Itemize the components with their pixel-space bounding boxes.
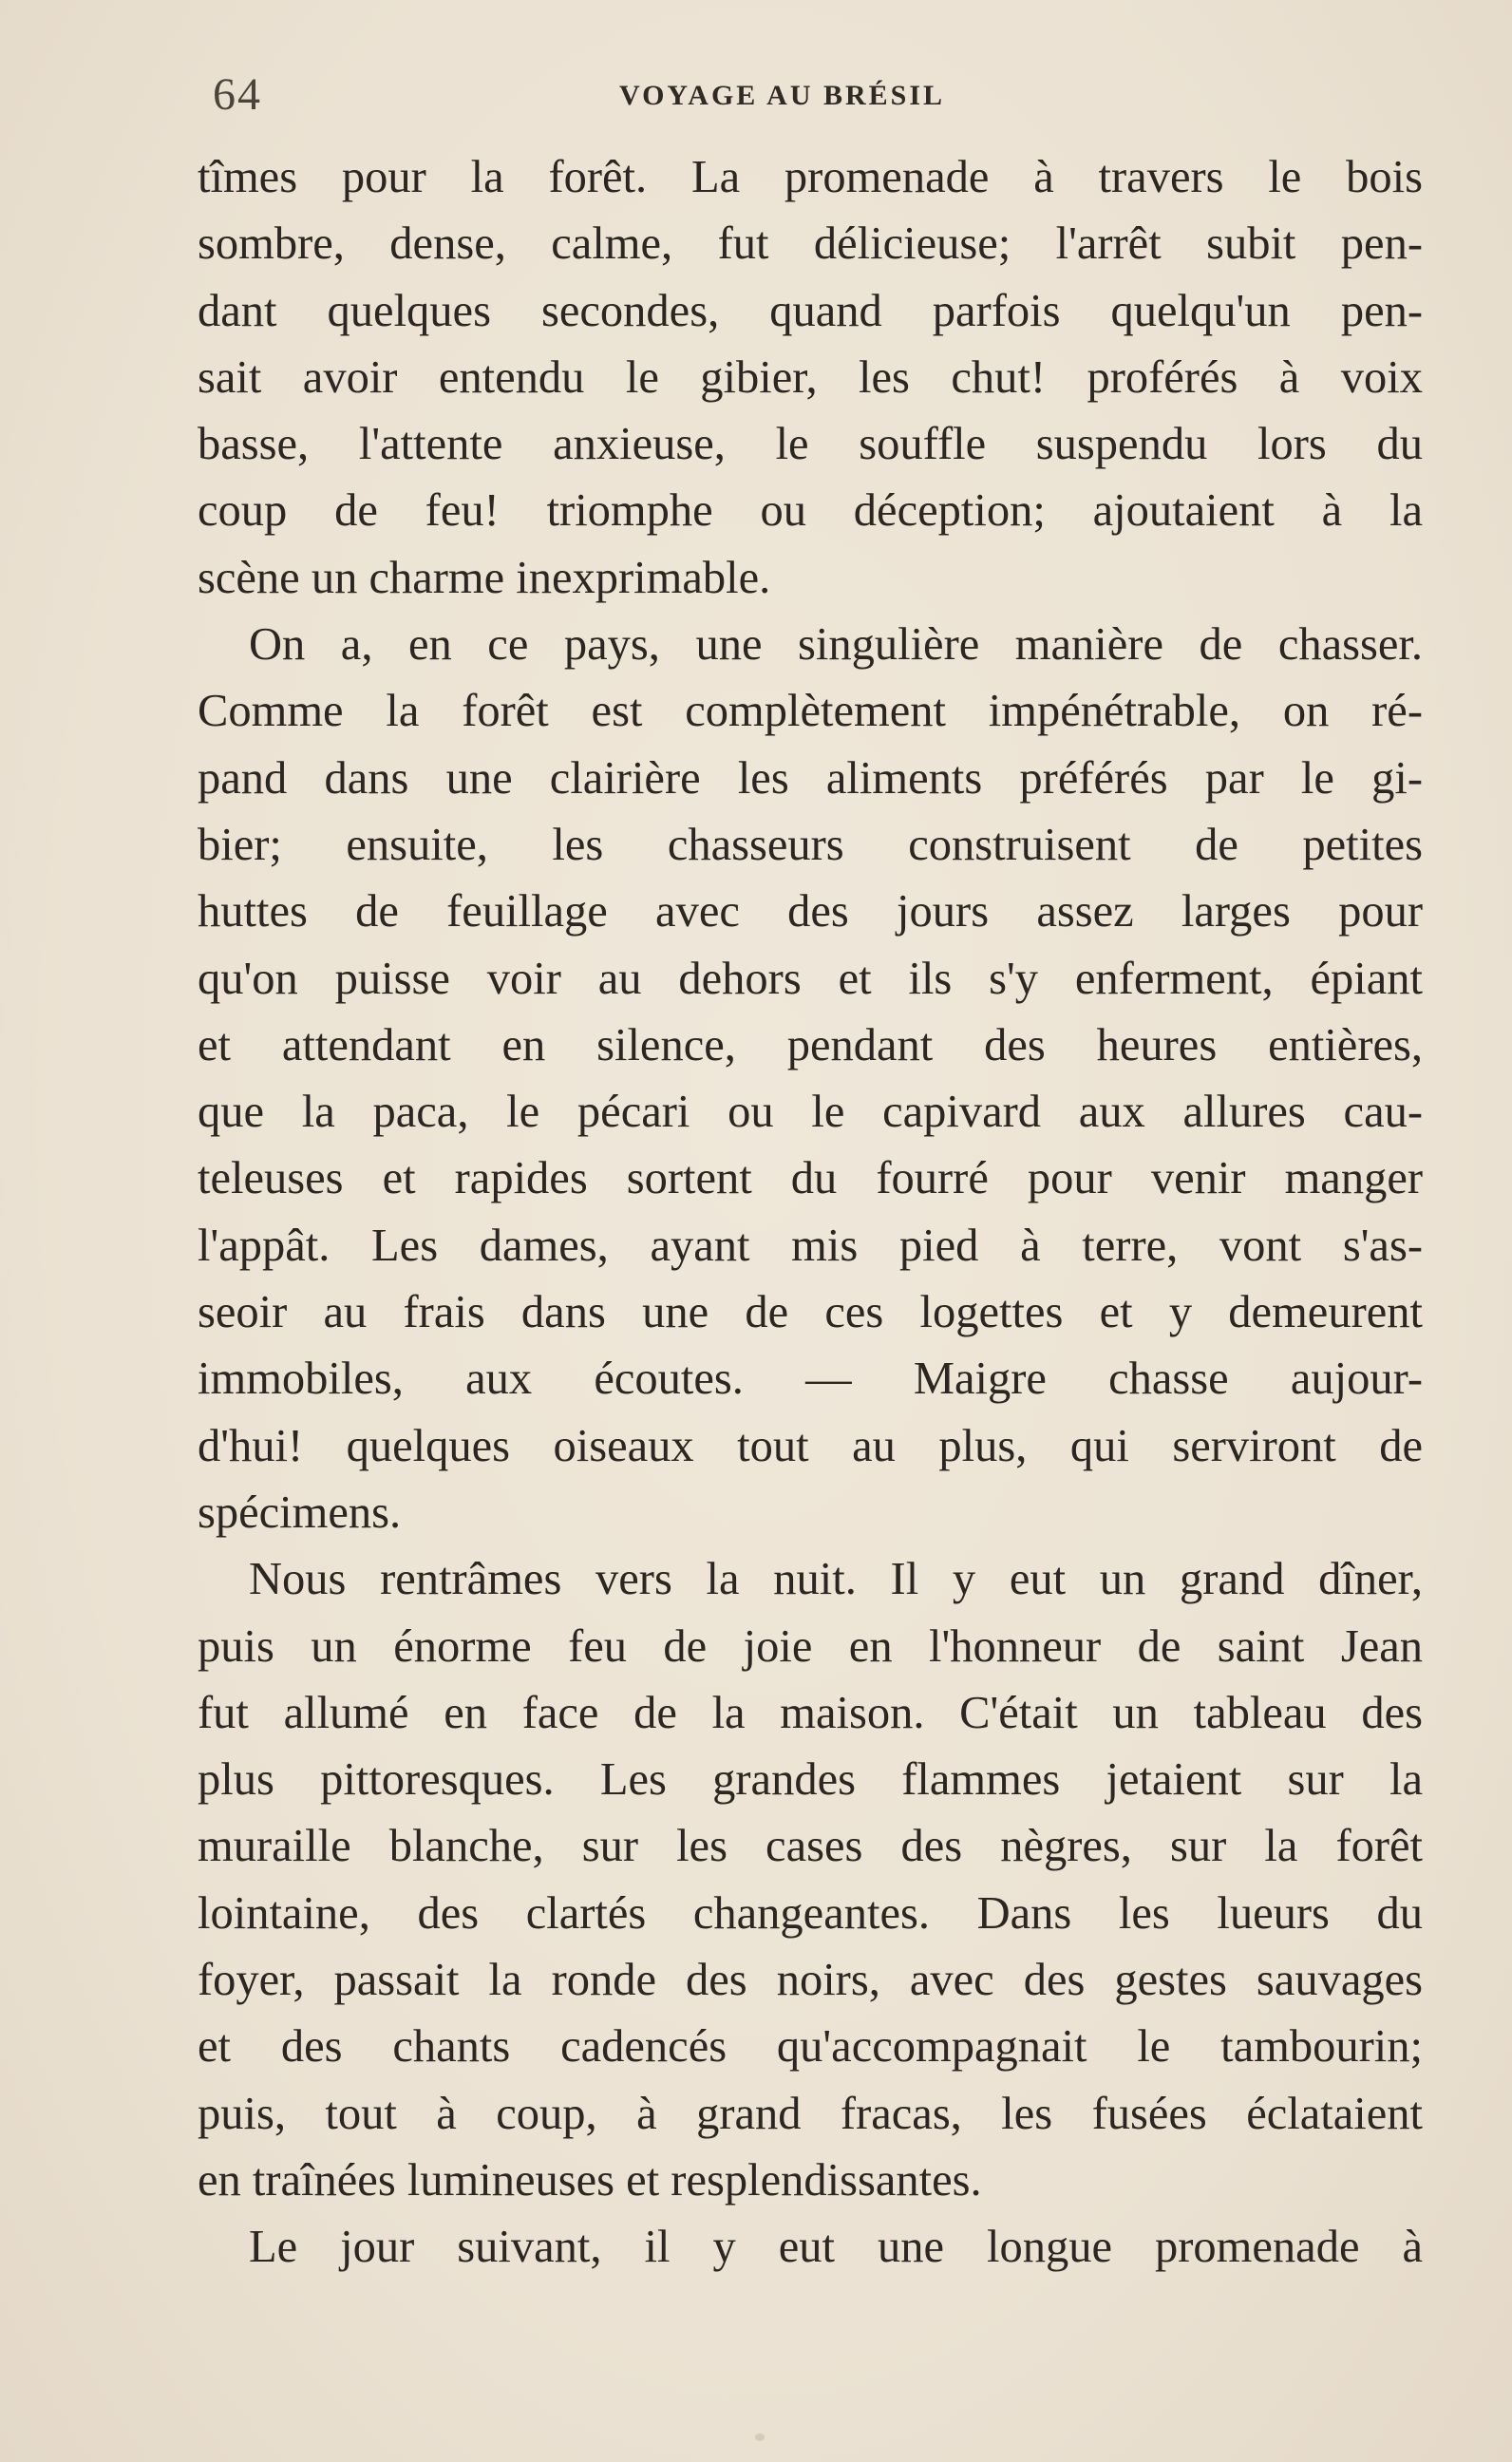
paragraph-start-line: Le jour suivant, il y eut une longue promenade à (249, 2222, 1423, 2273)
text-line: coup de feu! triomphe ou déception; ajoutaient à la (198, 485, 1423, 537)
text-line: dant quelques secondes, quand parfois quelqu'un pen- (198, 285, 1423, 336)
text-line: immobiles, aux écoutes. — Maigre chasse aujour- (198, 1354, 1423, 1405)
text-line: foyer, passait la ronde des noirs, avec des gestes sauvages (198, 1955, 1423, 2006)
page-number: 64 (213, 69, 262, 120)
text-line: puis un énorme feu de joie en l'honneur de saint Jean (198, 1620, 1423, 1672)
paragraph-end-line: en traînées lumineuses et resplendissantes. (198, 2154, 982, 2206)
text-line: l'appât. Les dames, ayant mis pied à terre, vont s'as- (198, 1220, 1423, 1271)
text-line: fut allumé en face de la maison. C'était un tableau des (198, 1687, 1423, 1738)
text-line: basse, l'attente anxieuse, le souffle suspendu lors du (198, 419, 1423, 470)
text-line: tîmes pour la forêt. La promenade à travers le bois (198, 152, 1423, 202)
text-line: que la paca, le pécari ou le capivard aux allures cau- (198, 1087, 1423, 1138)
text-line: puis, tout à coup, à grand fracas, les fusées éclataient (198, 2088, 1423, 2139)
text-line: Comme la forêt est complètement impénétrable, on ré- (198, 686, 1423, 737)
paragraph-start-line: On a, en ce pays, une singulière manière de chasser. (249, 619, 1423, 671)
text-line: seoir au frais dans une de ces logettes et y demeurent (198, 1287, 1423, 1338)
paper-speck (755, 2434, 765, 2441)
text-line: pand dans une clairière les aliments préférés par le gi- (198, 752, 1423, 804)
text-line: sait avoir entendu le gibier, les chut! proférés à voix (198, 351, 1423, 403)
text-line: muraille blanche, sur les cases des nègres, sur la forêt (198, 1821, 1423, 1872)
text-line: d'hui! quelques oiseaux tout au plus, qui serviront de (198, 1420, 1423, 1471)
page-header (199, 68, 1425, 125)
text-line: et des chants cadencés qu'accompagnait le tambourin; (198, 2021, 1423, 2073)
running-title: VOYAGE AU BRÉSIL (619, 80, 946, 111)
text-line: plus pittoresques. Les grandes flammes jetaient sur la (198, 1754, 1423, 1806)
text-line: teleuses et rapides sortent du fourré pour venir manger (198, 1153, 1423, 1204)
paragraph-end-line: scène un charme inexprimable. (198, 552, 771, 603)
text-line: sombre, dense, calme, fut délicieuse; l'arrêt subit pen- (198, 218, 1423, 270)
paragraph-end-line: spécimens. (198, 1487, 402, 1538)
paragraph-start-line: Nous rentrâmes vers la nuit. Il y eut un grand dîner, (249, 1554, 1423, 1605)
text-line: lointaine, des clartés changeantes. Dans les lueurs du (198, 1887, 1423, 1939)
text-line: et attendant en silence, pendant des heures entières, (198, 1019, 1423, 1070)
text-line: bier; ensuite, les chasseurs construisent de petites (198, 819, 1423, 870)
text-line: huttes de feuillage avec des jours assez larges pour (198, 886, 1423, 937)
body-text (198, 144, 1423, 2282)
text-line: qu'on puisse voir au dehors et ils s'y enferment, épiant (198, 953, 1423, 1004)
